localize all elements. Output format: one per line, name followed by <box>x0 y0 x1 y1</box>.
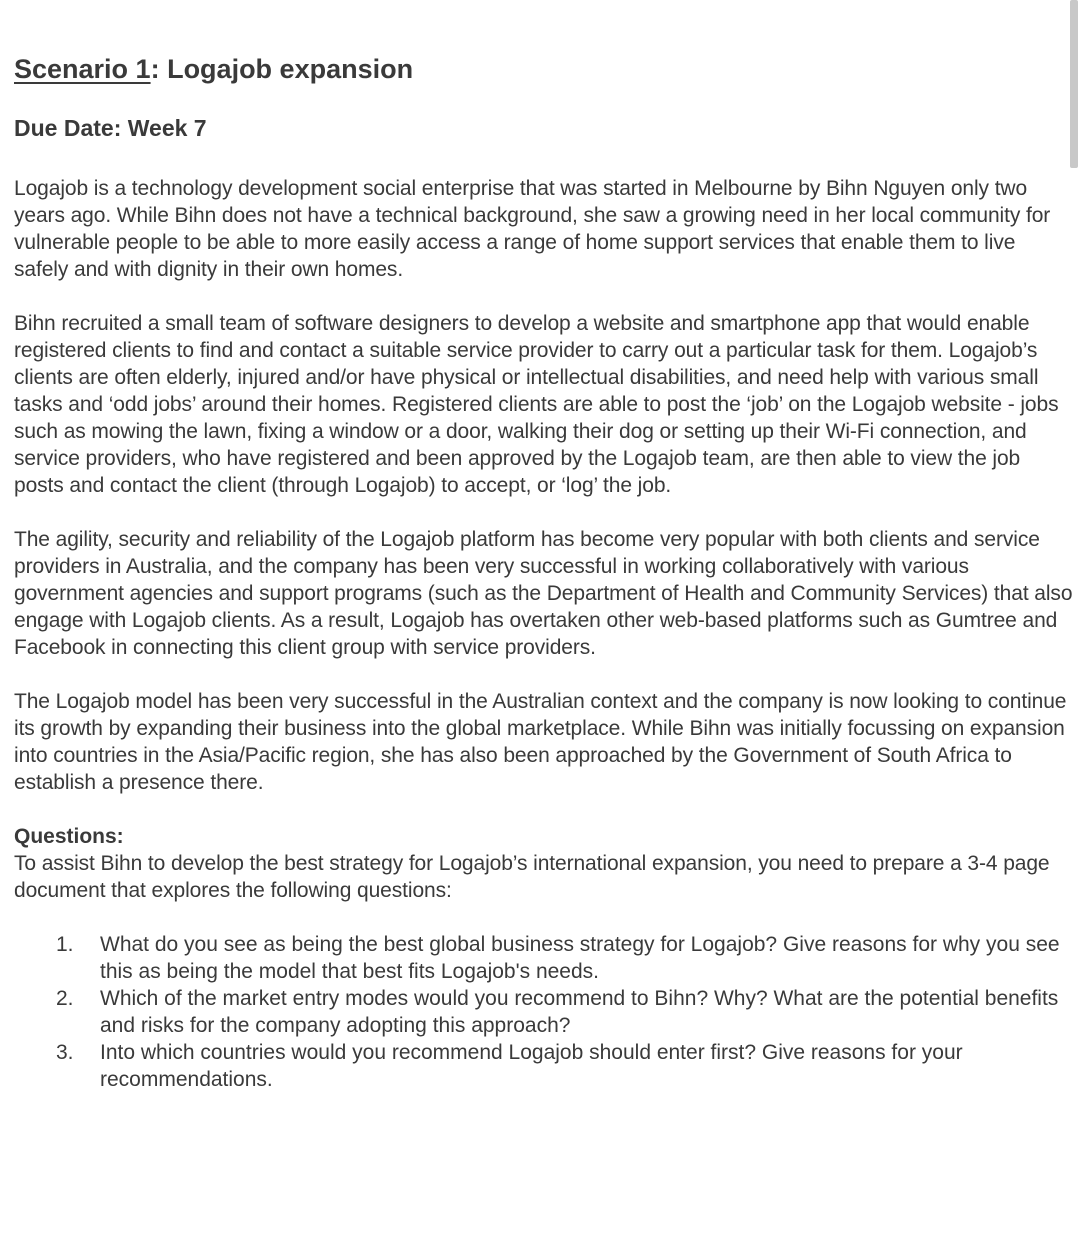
question-number: 3. <box>56 1041 74 1064</box>
questions-heading: Questions: <box>14 825 124 848</box>
paragraph-expansion: The Logajob model has been very successful in the Australian context and the company is now looking to continue its growth by expanding their business into the global marketplace. While Bihn was initially focussing on expansion into countries in the Asia/Pacific region, she has also been approached by the Government of South Africa to establish a presence there. <box>14 690 1067 794</box>
paragraph-success: The agility, security and reliability of the Logajob platform has become very popular with both clients and service providers in Australia, and the company has been very successful in working collaboratively with various government agencies and support programs (such as the Department of Health and Community Services) that also engage with Logajob clients. As a result, Logajob has overtaken other web-based platforms such as Gumtree and Facebook in connecting this client group with service providers. <box>14 528 1073 659</box>
title-scenario-number: Scenario 1 <box>14 54 151 84</box>
question-number: 1. <box>56 933 74 956</box>
question-text: Which of the market entry modes would you recommend to Bihn? Why? What are the potential benefits and risks for the company adopting this approach? <box>100 987 1059 1037</box>
due-date: Due Date: Week 7 <box>14 115 207 141</box>
question-item <box>14 985 1074 1039</box>
question-item <box>14 931 1074 985</box>
title-text: : Logajob expansion <box>150 54 414 84</box>
question-number: 2. <box>56 987 74 1010</box>
question-text: What do you see as being the best global business strategy for Logajob? Give reasons for why you see this as being the model that best fits Logajob's needs. <box>100 933 1060 983</box>
document-page <box>14 50 1074 1093</box>
document-title <box>14 50 1074 88</box>
paragraph-intro: Logajob is a technology development social enterprise that was started in Melbourne by Bihn Nguyen only two years ago. While Bihn does not have a technical background, she saw a growing need in her local community for vulnerable people to be able to more easily access a range of home support services that enable them to live safely and with dignity in their own homes. <box>14 177 1051 281</box>
question-text: Into which countries would you recommend Logajob should enter first? Give reasons for your recommendations. <box>100 1041 963 1091</box>
questions-list <box>14 931 1074 1093</box>
question-item <box>14 1039 1074 1093</box>
questions-intro: To assist Bihn to develop the best strategy for Logajob’s international expansion, you need to prepare a 3-4 page document that explores the following questions: <box>14 852 1050 902</box>
paragraph-team: Bihn recruited a small team of software designers to develop a website and smartphone app that would enable registered clients to find and contact a suitable service provider to carry out a particular task for them. Logajob’s clients are often elderly, injured and/or have physical or intellectual disabilities, and need help with various small tasks and ‘odd jobs’ around their homes. Registered clients are able to post the ‘job’ on the Logajob website - jobs such as mowing the lawn, fixing a window or a door, walking their dog or setting up their Wi-Fi connection, and service providers, who have registered and been approved by the Logajob team, are then able to view the job posts and contact the client (through Logajob) to accept, or ‘log’ the job. <box>14 312 1059 497</box>
